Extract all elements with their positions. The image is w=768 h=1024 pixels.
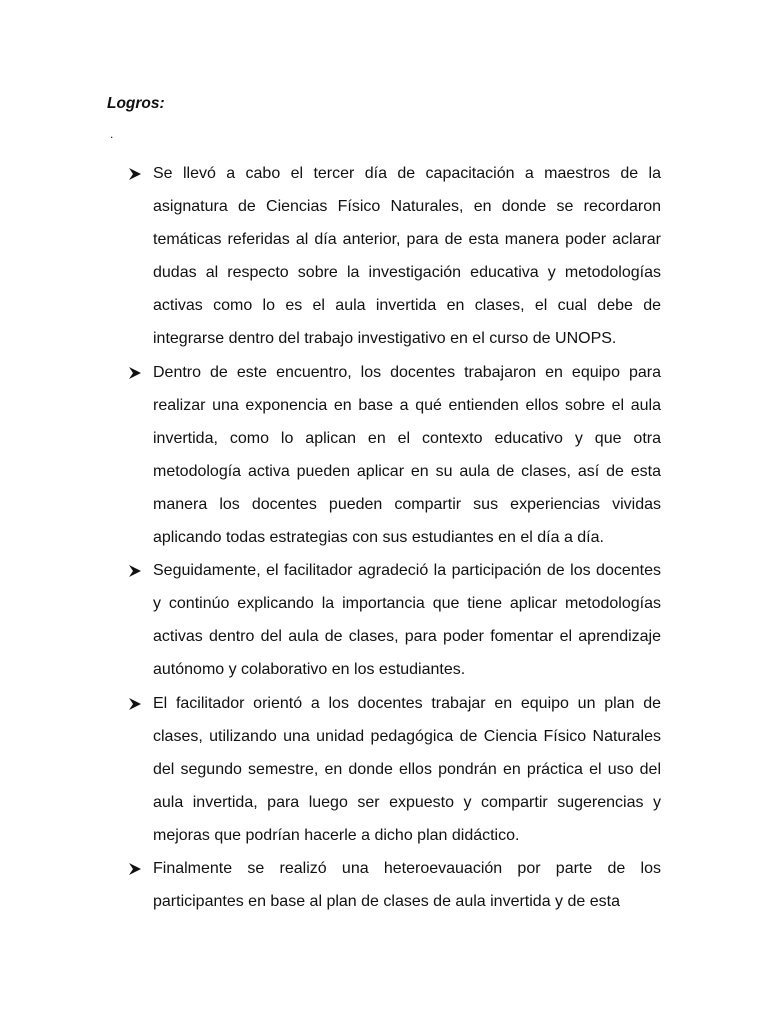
arrowhead-bullet-icon	[128, 862, 142, 876]
arrowhead-bullet-icon	[128, 564, 142, 578]
arrowhead-bullet-icon	[128, 697, 142, 711]
list-item	[128, 157, 661, 356]
list-item-text: Seguidamente, el facilitador agradeció la participación de los docentes y continúo explicando la importancia que tiene aplicar metodologías activas dentro del aula de clases, para poder fomentar el aprendizaje autónomo y colaborativo en los estudiantes.	[153, 562, 661, 679]
list-item	[128, 356, 661, 555]
list-item	[128, 554, 661, 686]
list-item	[128, 687, 661, 852]
list-item-text: El facilitador orientó a los docentes trabajar en equipo un plan de clases, utilizando una unidad pedagógica de Ciencia Físico Naturales del segundo semestre, en donde ellos pondrán en práctica el uso del aula invertida, para luego ser expuesto y compartir sugerencias y mejoras que podrían hacerle a dicho plan didáctico.	[153, 694, 661, 844]
arrowhead-bullet-icon	[128, 167, 142, 181]
stray-mark: .	[110, 127, 114, 141]
list-item-text: Dentro de este encuentro, los docentes trabajaron en equipo para realizar una exponencia en base a qué entienden ellos sobre el aula invertida, como lo aplican en el contexto educativo y que otra metodología activa pueden aplicar en su aula de clases, así de esta manera los docentes pueden compartir sus experiencias vividas aplicando todas estrategias con sus estudiantes en el día a día.	[153, 363, 661, 547]
section-heading: Logros:	[107, 95, 165, 112]
list-item-text: Se llevó a cabo el tercer día de capacitación a maestros de la asignatura de Ciencias Físico Naturales, en donde se recordaron temáticas referidas al día anterior, para de esta manera poder aclarar dudas al respecto sobre la investigación educativa y metodologías activas como lo es el aula invertida en clases, el cual debe de integrarse dentro del trabajo investigativo en el curso de UNOPS.	[153, 165, 661, 348]
arrowhead-bullet-icon	[128, 366, 142, 380]
achievements-list	[128, 157, 661, 918]
list-item-text: Finalmente se realizó una heteroevauación por parte de los participantes en base al plan de clases de aula invertida y de esta	[153, 859, 661, 911]
list-item	[128, 852, 661, 918]
